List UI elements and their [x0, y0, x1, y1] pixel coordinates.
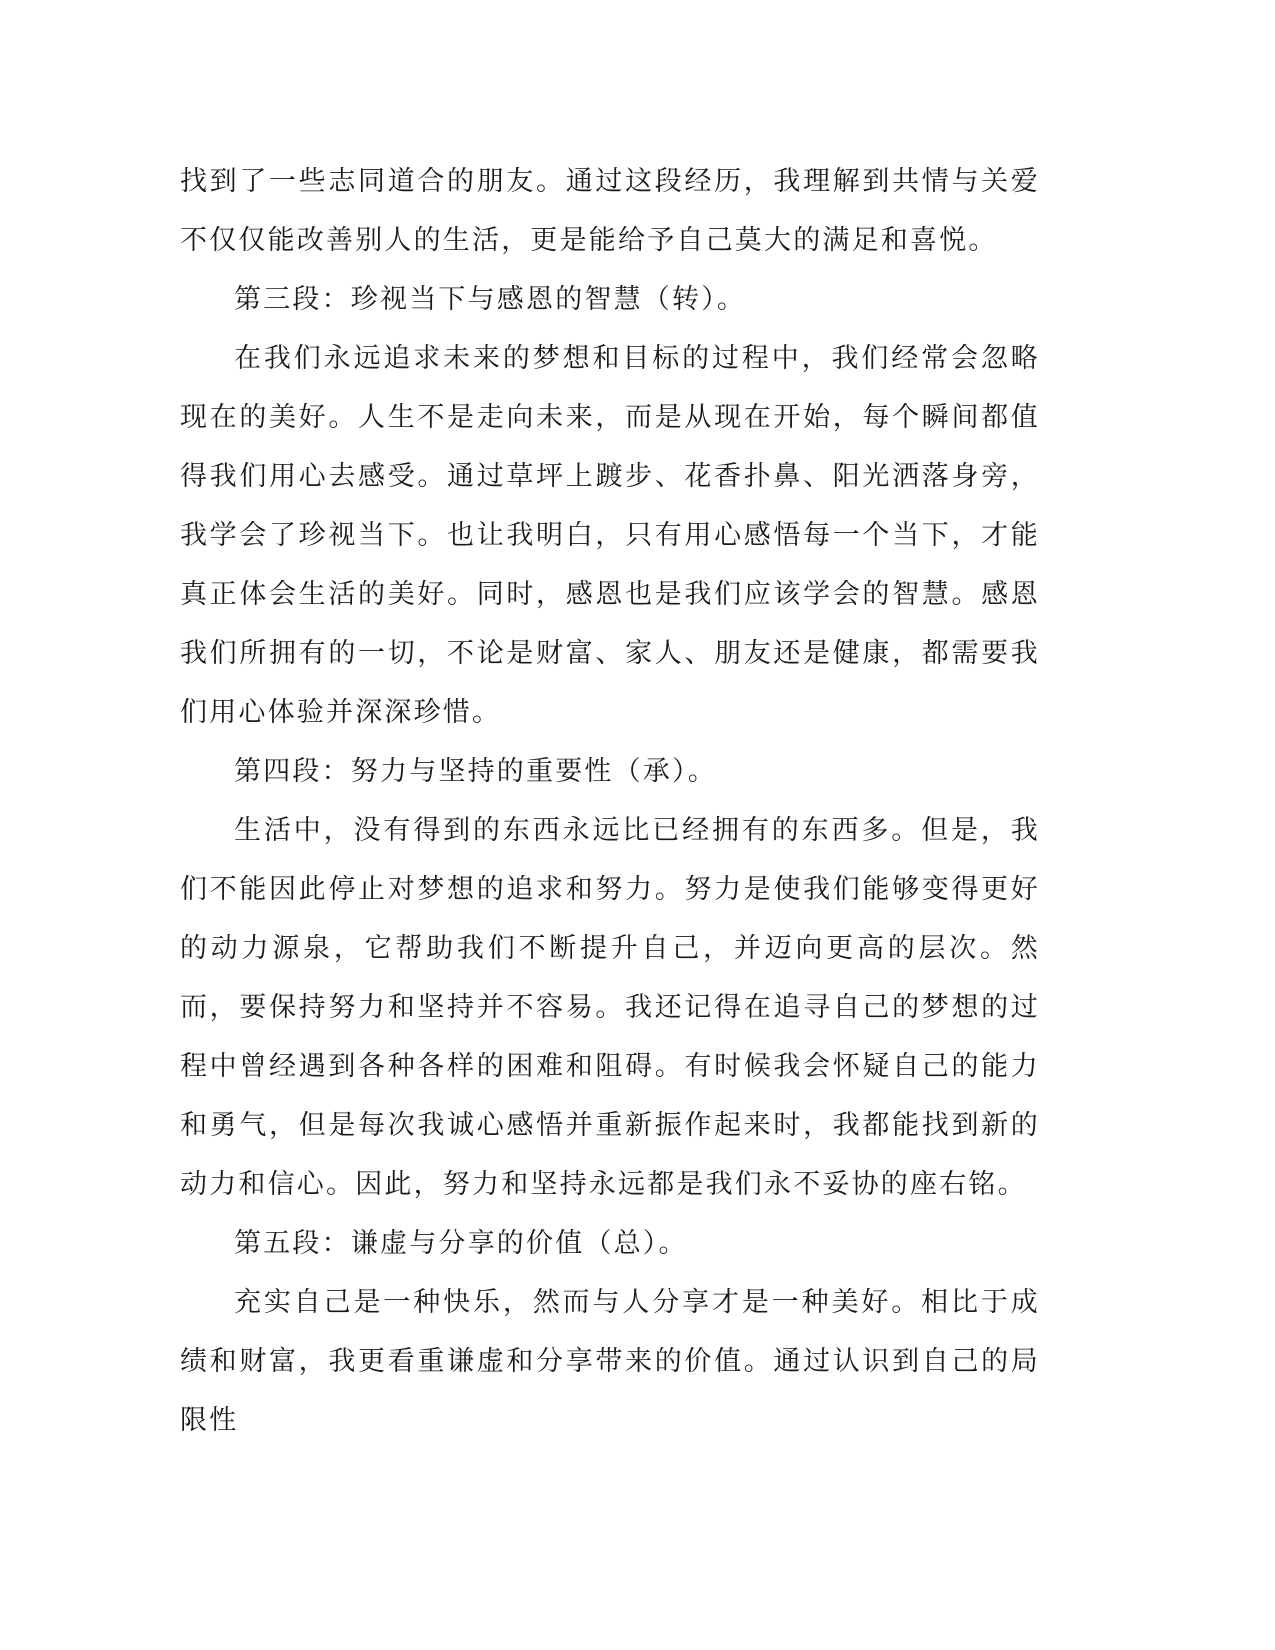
- document-body: [180, 152, 1040, 1450]
- paragraph-3: 在我们永远追求未来的梦想和目标的过程中，我们经常会忽略现在的美好。人生不是走向未来，而是从现在开始，每个瞬间都值得我们用心去感受。通过草坪上踱步、花香扑鼻、阳光洒落身旁，我学会了珍视当下。也让我明白，只有用心感悟每一个当下，才能真正体会生活的美好。同时，感恩也是我们应该学会的智慧。感恩我们所拥有的一切，不论是财富、家人、朋友还是健康，都需要我们用心体验并深深珍惜。: [180, 343, 1040, 728]
- section-heading-3: 第三段：珍视当下与感恩的智慧（转）。: [234, 284, 747, 315]
- paragraph-5: 充实自己是一种快乐，然而与人分享才是一种美好。相比于成绩和财富，我更看重谦虚和分享带来的价值。通过认识到自己的局限性: [180, 1287, 1040, 1436]
- section-heading-5: 第五段：谦虚与分享的价值（总）。: [234, 1228, 688, 1259]
- section-heading-4: 第四段：努力与坚持的重要性（承）。: [234, 756, 717, 787]
- paragraph-4: 生活中，没有得到的东西永远比已经拥有的东西多。但是，我们不能因此停止对梦想的追求和努力。努力是使我们能够变得更好的动力源泉，它帮助我们不断提升自己，并迈向更高的层次。然而，要保持努力和坚持并不容易。我还记得在追寻自己的梦想的过程中曾经遇到各种各样的困难和阻碍。有时候我会怀疑自己的能力和勇气，但是每次我诚心感悟并重新振作起来时，我都能找到新的动力和信心。因此，努力和坚持永远都是我们永不妥协的座右铭。: [180, 815, 1040, 1200]
- paragraph-1: 找到了一些志同道合的朋友。通过这段经历，我理解到共情与关爱不仅仅能改善别人的生活，更是能给予自己莫大的满足和喜悦。: [180, 166, 1040, 256]
